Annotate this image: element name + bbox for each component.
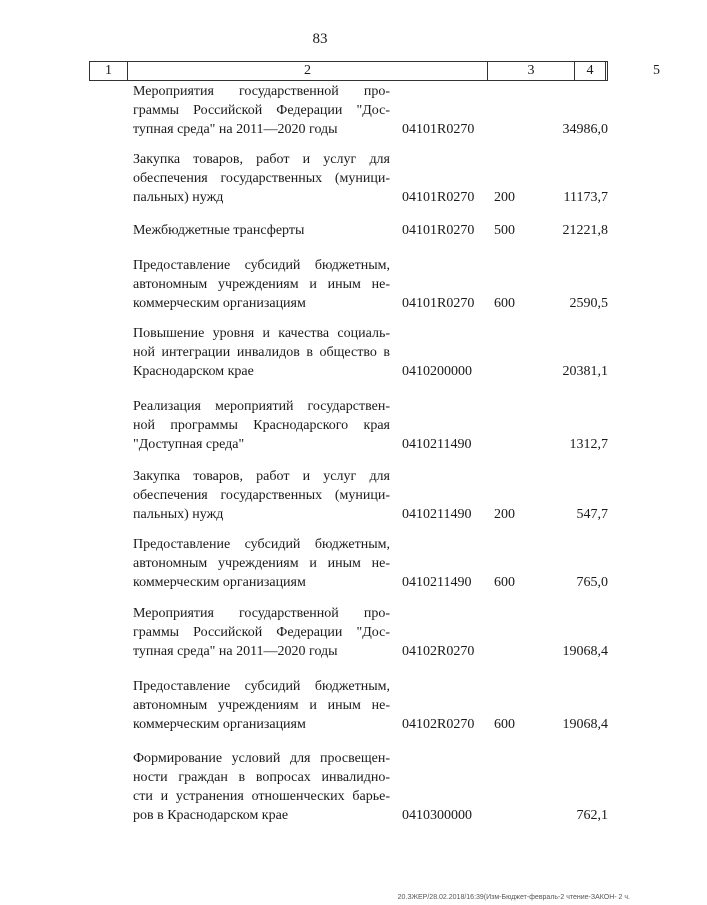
target-code: 04102R0270 xyxy=(402,717,475,732)
target-code: 0410300000 xyxy=(402,808,472,823)
amount: 762,1 xyxy=(576,808,608,823)
row-description xyxy=(133,749,390,825)
expense-type: 200 xyxy=(494,190,515,205)
table-row xyxy=(0,256,640,313)
description-line: коммерческим организациям xyxy=(133,575,306,590)
description-line: пальных) нужд xyxy=(133,507,224,522)
table-row xyxy=(0,604,640,661)
description-line: ров в Краснодарском крае xyxy=(133,808,289,823)
amount: 1312,7 xyxy=(569,437,608,452)
column-header-4: 4 xyxy=(586,63,594,78)
amount: 20381,1 xyxy=(562,364,608,379)
description-line: сти и устранения отношенческих барье- xyxy=(133,789,390,804)
description-line: граммы Российской Федерации "Дос- xyxy=(133,103,390,118)
row-description xyxy=(133,535,390,592)
description-line: ности граждан в вопросах инвалидно- xyxy=(133,770,390,785)
target-code: 0410211490 xyxy=(402,507,472,522)
column-header-3: 3 xyxy=(527,63,535,78)
table-row xyxy=(0,324,640,381)
description-line: "Доступная среда" xyxy=(133,437,245,452)
description-line: ной программы Краснодарского края xyxy=(133,418,390,433)
description-line: Мероприятия государственной про- xyxy=(133,606,390,621)
amount: 34986,0 xyxy=(562,122,608,137)
target-code: 04101R0270 xyxy=(402,122,475,137)
expense-type: 600 xyxy=(494,717,515,732)
column-header-1: 1 xyxy=(105,63,112,78)
amount: 547,7 xyxy=(576,507,608,522)
description-line: пальных) нужд xyxy=(133,190,224,205)
description-line: Мероприятия государственной про- xyxy=(133,84,390,99)
table-row xyxy=(0,749,640,825)
description-line: автономным учреждениям и иным не- xyxy=(133,556,390,571)
description-line: ной интеграции инвалидов в общество в xyxy=(133,345,390,360)
description-line: коммерческим организациям xyxy=(133,296,306,311)
row-description xyxy=(133,82,390,139)
target-code: 04101R0270 xyxy=(402,190,475,205)
description-line: Краснодарском крае xyxy=(133,364,254,379)
description-line: тупная среда" на 2011—2020 годы xyxy=(133,644,338,659)
amount: 21221,8 xyxy=(562,223,608,238)
table-row xyxy=(0,150,640,207)
expense-type: 600 xyxy=(494,575,515,590)
row-description xyxy=(133,397,390,454)
document-footer-stamp: 20.ЗЖЕР/28.02.2018/16:39(Изм-Бюджет-февраль-2 чтение-ЗАКОН- 2 ч. xyxy=(397,894,630,901)
column-header-row xyxy=(89,61,660,81)
description-line: Предоставление субсидий бюджетным, xyxy=(133,258,390,273)
row-description xyxy=(133,604,390,661)
table-row xyxy=(0,677,640,734)
target-code: 0410211490 xyxy=(402,437,472,452)
description-line: автономным учреждениям и иным не- xyxy=(133,698,390,713)
row-description xyxy=(133,150,390,207)
description-line: обеспечения государственных (муници- xyxy=(133,488,390,503)
target-code: 0410200000 xyxy=(402,364,472,379)
expense-type: 200 xyxy=(494,507,515,522)
expense-type: 600 xyxy=(494,296,515,311)
target-code: 04102R0270 xyxy=(402,644,475,659)
row-description xyxy=(133,256,390,313)
expense-type: 500 xyxy=(494,223,515,238)
table-row xyxy=(0,467,640,524)
column-header-5: 5 xyxy=(653,63,660,78)
row-description xyxy=(133,324,390,381)
description-line: коммерческим организациям xyxy=(133,717,306,732)
table-row xyxy=(0,221,640,240)
column-header-2: 2 xyxy=(304,63,311,78)
amount: 19068,4 xyxy=(562,717,608,732)
amount: 765,0 xyxy=(576,575,608,590)
page-number: 83 xyxy=(312,31,328,47)
amount: 11173,7 xyxy=(563,190,608,205)
table-row xyxy=(0,397,640,454)
row-description xyxy=(133,467,390,524)
description-line: автономным учреждениям и иным не- xyxy=(133,277,390,292)
row-description xyxy=(133,677,390,734)
description-line: Реализация мероприятий государствен- xyxy=(133,399,390,414)
table-row xyxy=(0,82,640,139)
amount: 2590,5 xyxy=(569,296,608,311)
description-line: Закупка товаров, работ и услуг для xyxy=(133,469,390,484)
description-line: Предоставление субсидий бюджетным, xyxy=(133,537,390,552)
target-code: 04101R0270 xyxy=(402,296,475,311)
amount: 19068,4 xyxy=(562,644,608,659)
table-row xyxy=(0,535,640,592)
description-line: Межбюджетные трансферты xyxy=(133,223,305,238)
row-description xyxy=(133,221,390,240)
description-line: граммы Российской Федерации "Дос- xyxy=(133,625,390,640)
target-code: 04101R0270 xyxy=(402,223,475,238)
description-line: Предоставление субсидий бюджетным, xyxy=(133,679,390,694)
description-line: Формирование условий для просвещен- xyxy=(133,751,390,766)
description-line: Повышение уровня и качества социаль- xyxy=(133,326,390,341)
description-line: тупная среда" на 2011—2020 годы xyxy=(133,122,338,137)
description-line: обеспечения государственных (муници- xyxy=(133,171,390,186)
description-line: Закупка товаров, работ и услуг для xyxy=(133,152,390,167)
target-code: 0410211490 xyxy=(402,575,472,590)
